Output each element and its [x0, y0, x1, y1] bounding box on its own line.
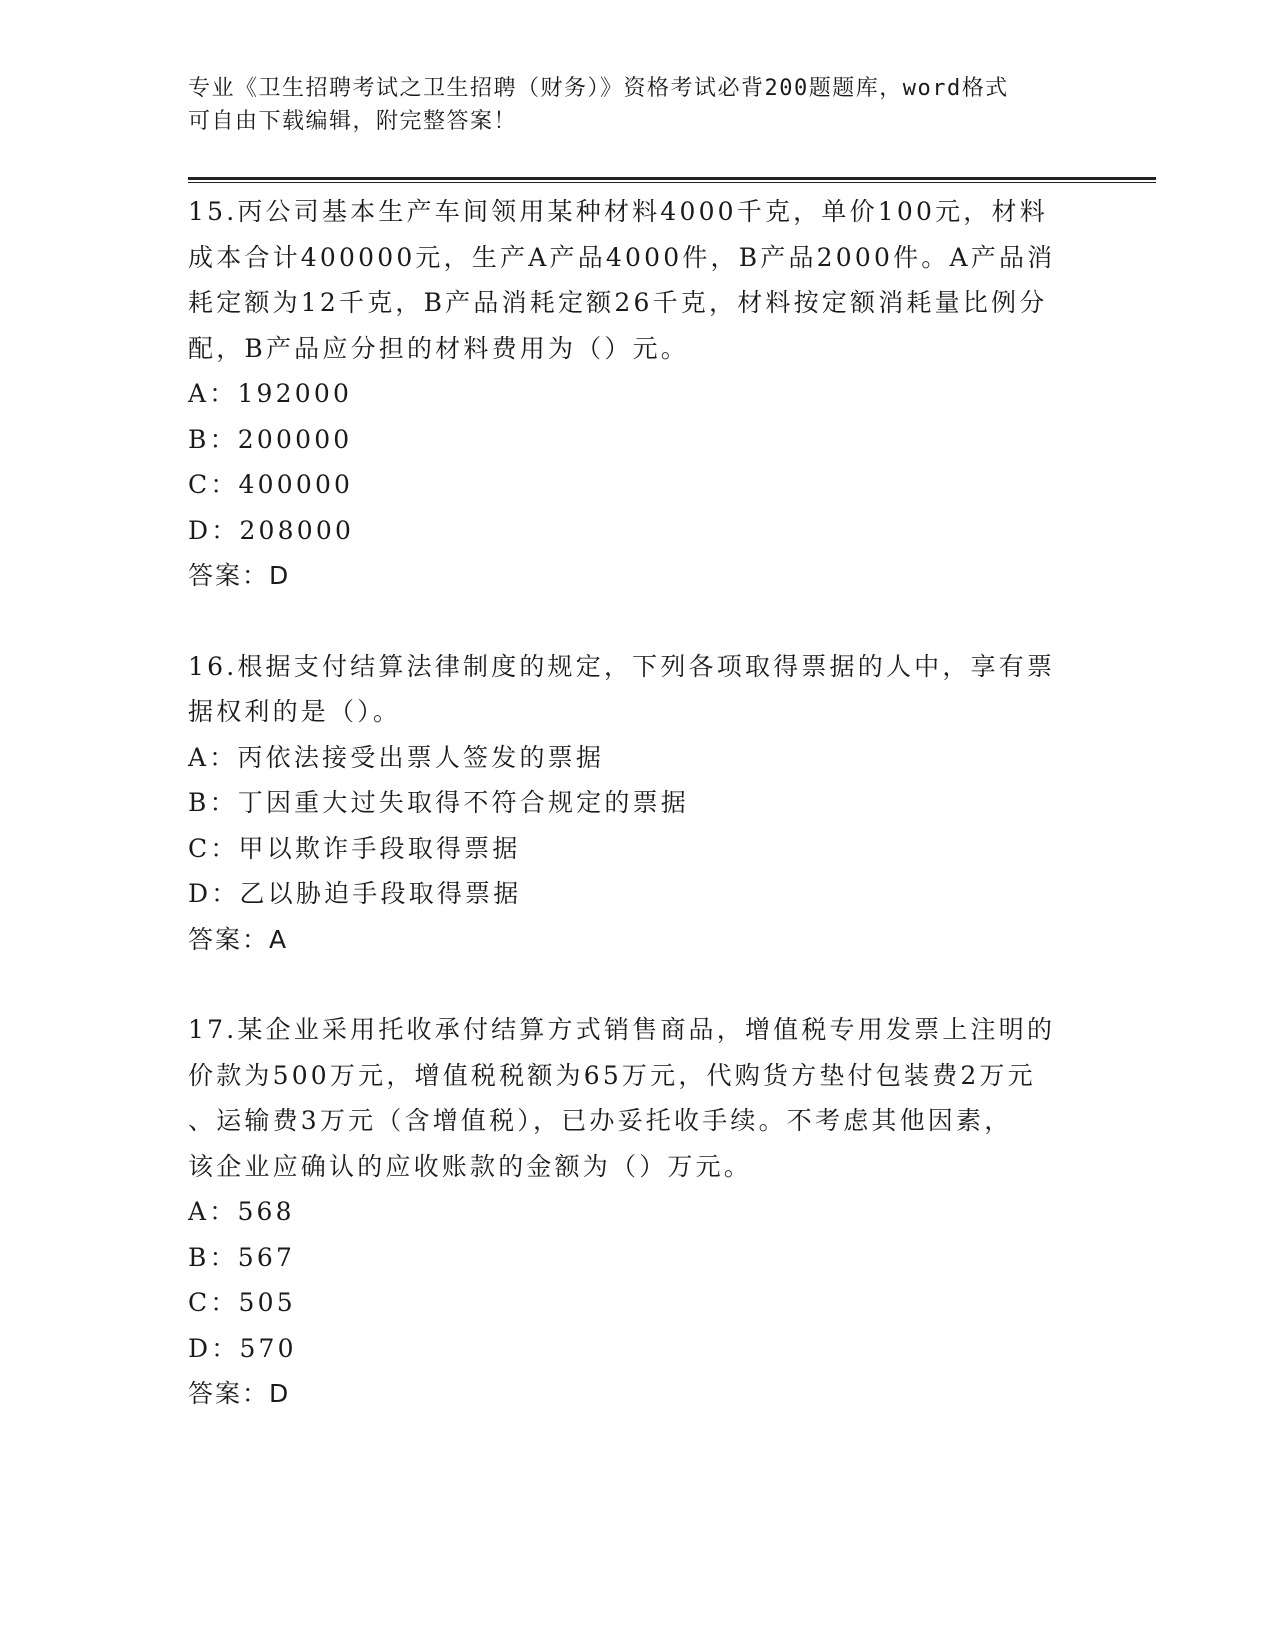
question-text-line: 16.根据支付结算法律制度的规定，下列各项取得票据的人中，享有票 — [188, 651, 1056, 681]
header-line-1: 专业《卫生招聘考试之卫生招聘（财务）》资格考试必背200题题库，word格式 — [188, 76, 1009, 101]
question-text-line: 耗定额为12千克，B产品消耗定额26千克，材料按定额消耗量比例分 — [188, 288, 1048, 317]
question-text-line: 成本合计400000元，生产A产品4000件，B产品2000件。A产品消 — [188, 242, 1056, 272]
option-b: B：567 — [188, 1242, 296, 1272]
option-a: A：568 — [188, 1197, 295, 1226]
option-a: A：丙依法接受出票人签发的票据 — [188, 742, 605, 772]
question-block — [188, 189, 1088, 599]
question-list — [188, 189, 1088, 1417]
answer-line: 答案：A — [188, 924, 289, 954]
question-spacer — [188, 962, 1088, 1007]
question-spacer — [188, 599, 1088, 644]
answer-line: 答案：D — [188, 561, 291, 590]
option-d: D：208000 — [188, 515, 355, 545]
document-header — [188, 72, 1088, 138]
option-d: D：乙以胁迫手段取得票据 — [188, 879, 522, 908]
question-text-line: 价款为500万元，增值税税额为65万元，代购货方垫付包装费2万元 — [188, 1060, 1036, 1090]
question-block — [188, 644, 1088, 963]
question-text-line: 15.丙公司基本生产车间领用某种材料4000千克，单价100元，材料 — [188, 197, 1048, 226]
header-divider-thin — [188, 182, 1156, 183]
header-divider-thick — [188, 177, 1156, 180]
option-c: C：505 — [188, 1288, 296, 1317]
question-text-line: 据权利的是（）。 — [188, 697, 402, 726]
option-c: C：甲以欺诈手段取得票据 — [188, 833, 521, 863]
question-text-line: 、运输费3万元（含增值税），已办妥托收手续。不考虑其他因素， — [188, 1106, 1013, 1135]
option-a: A：192000 — [188, 379, 353, 408]
question-block — [188, 1007, 1088, 1417]
question-text-line: 17.某企业采用托收承付结算方式销售商品，增值税专用发票上注明的 — [188, 1015, 1056, 1044]
header-line-2: 可自由下载编辑，附完整答案！ — [188, 109, 518, 134]
answer-line: 答案：D — [188, 1379, 291, 1408]
option-d: D：570 — [188, 1333, 297, 1363]
option-b: B：200000 — [188, 424, 353, 454]
question-text-line: 该企业应确认的应收账款的金额为（）万元。 — [188, 1151, 753, 1181]
option-c: C：400000 — [188, 470, 354, 499]
question-text-line: 配，B产品应分担的材料费用为（）元。 — [188, 333, 689, 363]
option-b: B：丁因重大过失取得不符合规定的票据 — [188, 788, 689, 817]
